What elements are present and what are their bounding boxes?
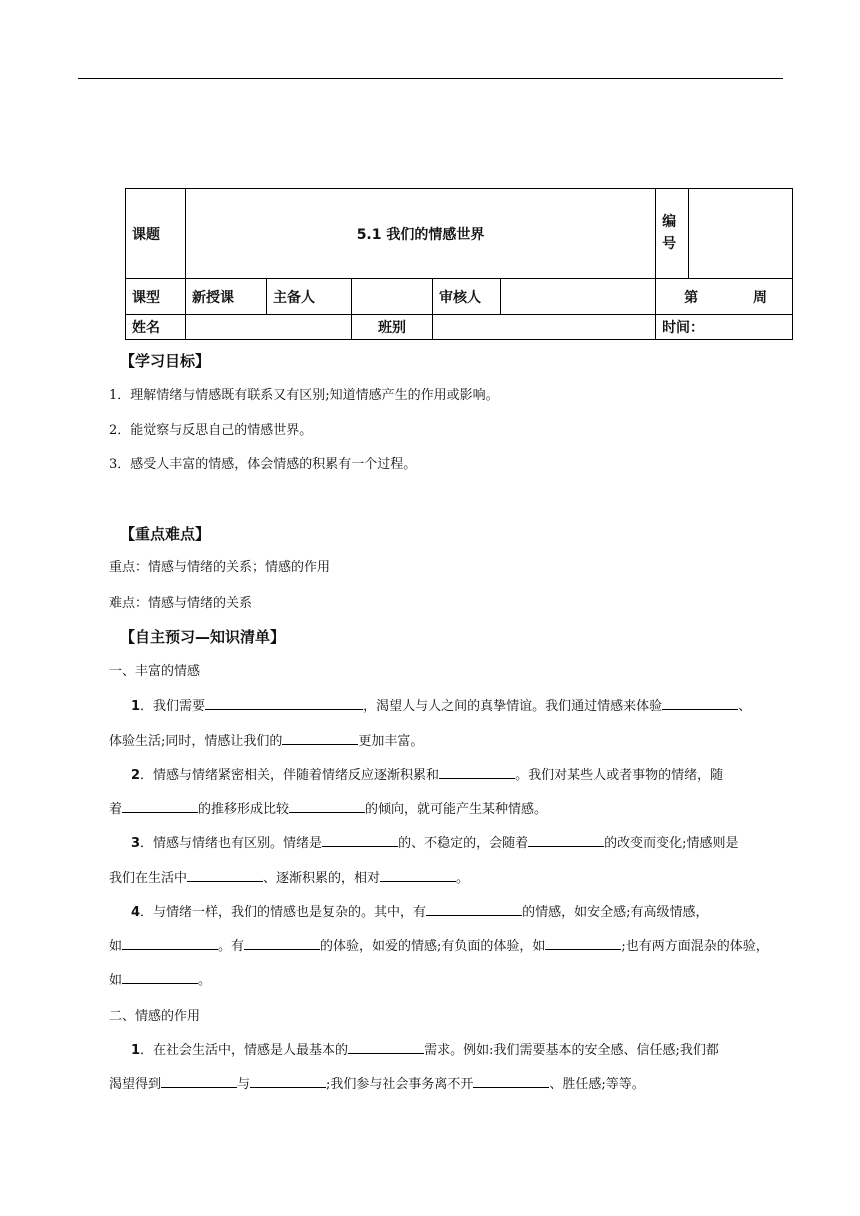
fill-blank[interactable] xyxy=(528,834,604,847)
goal-item: 2．能觉察与反思自己的情感世界。 xyxy=(109,423,313,438)
goal-item: 1．理解情绪与情感既有联系又有区别;知道情感产生的作用或影响。 xyxy=(109,388,499,403)
fill-blank[interactable] xyxy=(473,1075,549,1088)
list-item-cont: 如 。有 的体验，如爱的情感;有负面的体验，如 ;也有两方面混杂的体验， xyxy=(109,939,769,954)
difficult-point: 难点：情感与情绪的关系 xyxy=(109,596,253,611)
week-zhou: 周 xyxy=(752,289,767,306)
list-item: 3．情感与情绪也有区别。情绪是 的、不稳定的，会随着 的改变而变化;情感则是 xyxy=(131,836,739,851)
label-class: 班别 xyxy=(352,315,433,340)
week-cell[interactable] xyxy=(656,279,793,315)
fill-blank[interactable] xyxy=(380,869,456,882)
list-item-cont: 渴望得到 与 ;我们参与社会事务离不开 、胜任感;等等。 xyxy=(109,1077,645,1092)
fill-blank[interactable] xyxy=(662,697,738,710)
label-kexing: 课型 xyxy=(126,279,186,315)
list-item: 2．情感与情绪紧密相关，伴随着情绪反应逐渐积累和 。我们对某些人或者事物的情绪，随 xyxy=(131,768,724,783)
label-keti: 课题 xyxy=(126,189,186,279)
part-heading: 一、丰富的情感 xyxy=(109,664,201,679)
fill-blank[interactable] xyxy=(426,903,522,916)
label-time: 时间： xyxy=(656,315,793,340)
label-name: 姓名 xyxy=(126,315,186,340)
class-value[interactable] xyxy=(433,315,656,340)
list-item-cont: 如 。 xyxy=(109,973,212,988)
part-heading: 二、情感的作用 xyxy=(109,1009,201,1024)
lesson-info-table xyxy=(125,188,793,340)
week-di: 第 xyxy=(684,289,699,306)
label-bianhao: 编号 xyxy=(656,189,689,279)
name-value[interactable] xyxy=(186,315,352,340)
list-item-cont: 着 的推移形成比较 的倾向，就可能产生某种情感。 xyxy=(109,802,548,817)
list-item-cont: 我们在生活中 、逐渐积累的，相对 。 xyxy=(109,871,470,886)
label-shenhe: 审核人 xyxy=(433,279,501,315)
fill-blank[interactable] xyxy=(244,937,320,950)
list-item: 1．在社会生活中，情感是人最基本的 需求。例如:我们需要基本的安全感、信任感;我们都 xyxy=(131,1043,719,1058)
fill-blank[interactable] xyxy=(187,869,263,882)
fill-blank[interactable] xyxy=(348,1041,424,1054)
fill-blank[interactable] xyxy=(282,732,358,745)
bianhao-value[interactable] xyxy=(689,189,793,279)
zhubei-value[interactable] xyxy=(352,279,433,315)
list-item-cont: 体验生活;同时，情感让我们的 更加丰富。 xyxy=(109,734,424,749)
label-zhubei: 主备人 xyxy=(267,279,352,315)
fill-blank[interactable] xyxy=(545,937,621,950)
fill-blank[interactable] xyxy=(322,834,398,847)
fill-blank[interactable] xyxy=(122,937,218,950)
shenhe-value[interactable] xyxy=(501,279,656,315)
fill-blank[interactable] xyxy=(161,1075,237,1088)
goal-item: 3．感受人丰富的情感，体会情感的积累有一个过程。 xyxy=(109,457,417,472)
fill-blank[interactable] xyxy=(439,766,515,779)
fill-blank[interactable] xyxy=(122,971,198,984)
fill-blank[interactable] xyxy=(289,800,365,813)
fill-blank[interactable] xyxy=(205,697,363,710)
lesson-title: 5.1 我们的情感世界 xyxy=(186,189,656,279)
key-points-heading: 【重点难点】 xyxy=(120,525,211,543)
header-rule xyxy=(78,78,783,79)
key-point: 重点：情感与情绪的关系；情感的作用 xyxy=(109,560,331,575)
preview-heading: 【自主预习—知识清单】 xyxy=(120,628,286,646)
kexing-value: 新授课 xyxy=(186,279,267,315)
fill-blank[interactable] xyxy=(250,1075,326,1088)
list-item: 4．与情绪一样，我们的情感也是复杂的。其中，有 的情感，如安全感;有高级情感， xyxy=(131,905,709,920)
goals-heading: 【学习目标】 xyxy=(120,352,211,370)
fill-blank[interactable] xyxy=(122,800,198,813)
list-item: 1．我们需要 ，渴望人与人之间的真挚情谊。我们通过情感来体验 、 xyxy=(131,699,752,714)
